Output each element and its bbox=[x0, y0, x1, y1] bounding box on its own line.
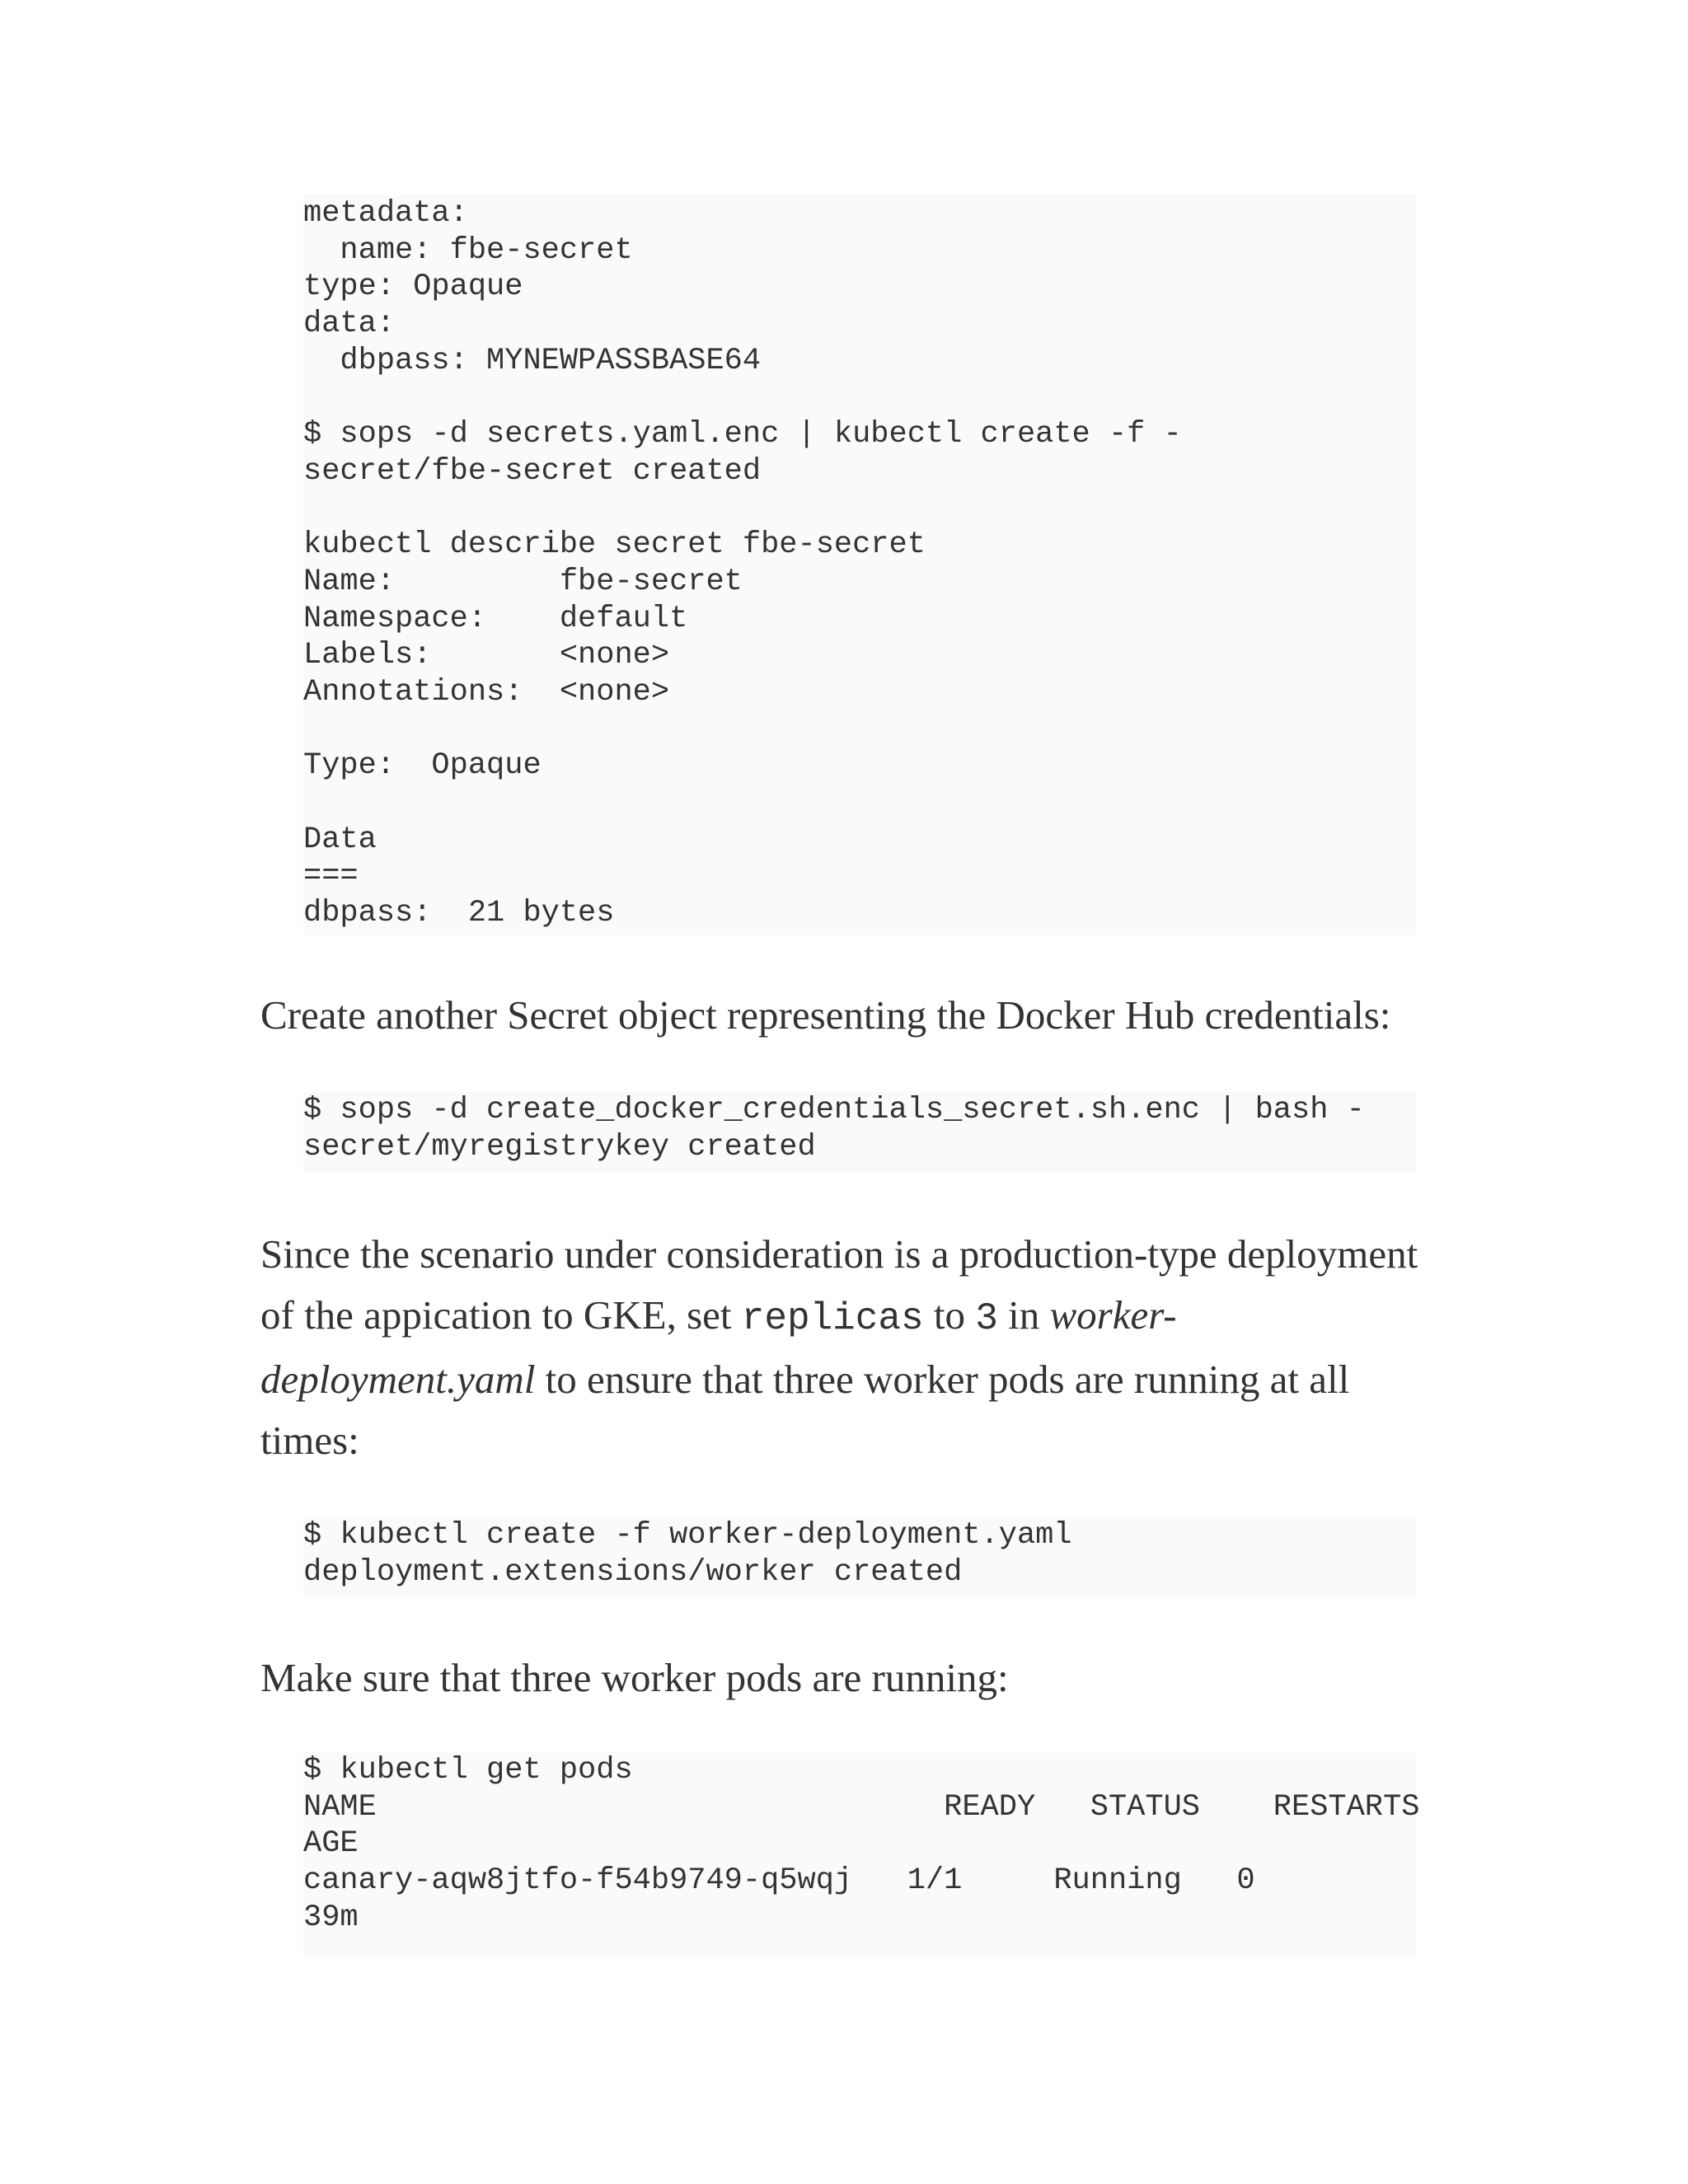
code-line: AGE bbox=[303, 1826, 359, 1862]
code-line: dbpass: 21 bytes bbox=[303, 896, 615, 931]
paragraph-text: to ensure that three worker pods are running at all times: bbox=[260, 1357, 1350, 1463]
paragraph-docker-credentials: Create another Secret object representing the Docker Hub credentials: bbox=[260, 992, 1391, 1038]
paragraph-text: to bbox=[923, 1292, 976, 1338]
paragraph-replicas bbox=[260, 1224, 1431, 1471]
code-line bbox=[303, 785, 1416, 822]
code-block-deployment bbox=[303, 1517, 1416, 1597]
code-line: Data bbox=[303, 822, 377, 857]
code-block-get-pods bbox=[303, 1752, 1420, 1958]
code-line: name: fbe-secret bbox=[303, 232, 633, 268]
inline-code-value: 3 bbox=[975, 1297, 998, 1340]
code-line: === bbox=[303, 859, 359, 894]
paragraph-text: in bbox=[997, 1292, 1050, 1338]
code-line: deployment.extensions/worker created bbox=[303, 1554, 963, 1590]
code-line bbox=[303, 379, 1416, 416]
code-line: $ sops -d secrets.yaml.enc | kubectl create -f - bbox=[303, 417, 1182, 452]
code-line: metadata: bbox=[303, 196, 468, 231]
code-line: Labels: <none> bbox=[303, 638, 670, 673]
paragraph-pods: Make sure that three worker pods are running: bbox=[260, 1655, 1009, 1700]
code-line: secret/fbe-secret created bbox=[303, 453, 762, 489]
code-line: $ kubectl get pods bbox=[303, 1753, 633, 1788]
code-line: NAME READY STATUS RESTARTS bbox=[303, 1789, 1420, 1825]
code-line: $ kubectl create -f worker-deployment.yaml bbox=[303, 1518, 1072, 1553]
italic-filename: worker-deployment.yaml bbox=[260, 1292, 1177, 1402]
code-line: Name: fbe-secret bbox=[303, 564, 743, 599]
inline-code-replicas: replicas bbox=[741, 1297, 924, 1340]
code-line: $ sops -d create_docker_credentials_secret.sh.enc | bash - bbox=[303, 1093, 1365, 1127]
code-line: canary-aqw8jtfo-f54b9749-q5wqj 1/1 Running 0 bbox=[303, 1863, 1255, 1899]
code-line: dbpass: MYNEWPASSBASE64 bbox=[303, 343, 762, 378]
code-line: 39m bbox=[303, 1900, 359, 1935]
code-line: secret/myregistrykey created bbox=[303, 1129, 816, 1165]
code-line bbox=[303, 711, 1416, 748]
code-block-secret-yaml bbox=[303, 195, 1416, 935]
code-line bbox=[303, 490, 1416, 527]
code-line: type: Opaque bbox=[303, 269, 523, 305]
code-line: kubectl describe secret fbe-secret bbox=[303, 527, 926, 563]
code-block-docker-credentials bbox=[303, 1092, 1416, 1172]
code-line: Annotations: <none> bbox=[303, 674, 670, 710]
code-line: Type: Opaque bbox=[303, 748, 542, 784]
paragraph-text: Since the scenario under consideration is a production-type deployment of the appication to GKE, set bbox=[260, 1231, 1418, 1338]
code-line: Namespace: default bbox=[303, 601, 688, 636]
code-line: data: bbox=[303, 307, 396, 342]
